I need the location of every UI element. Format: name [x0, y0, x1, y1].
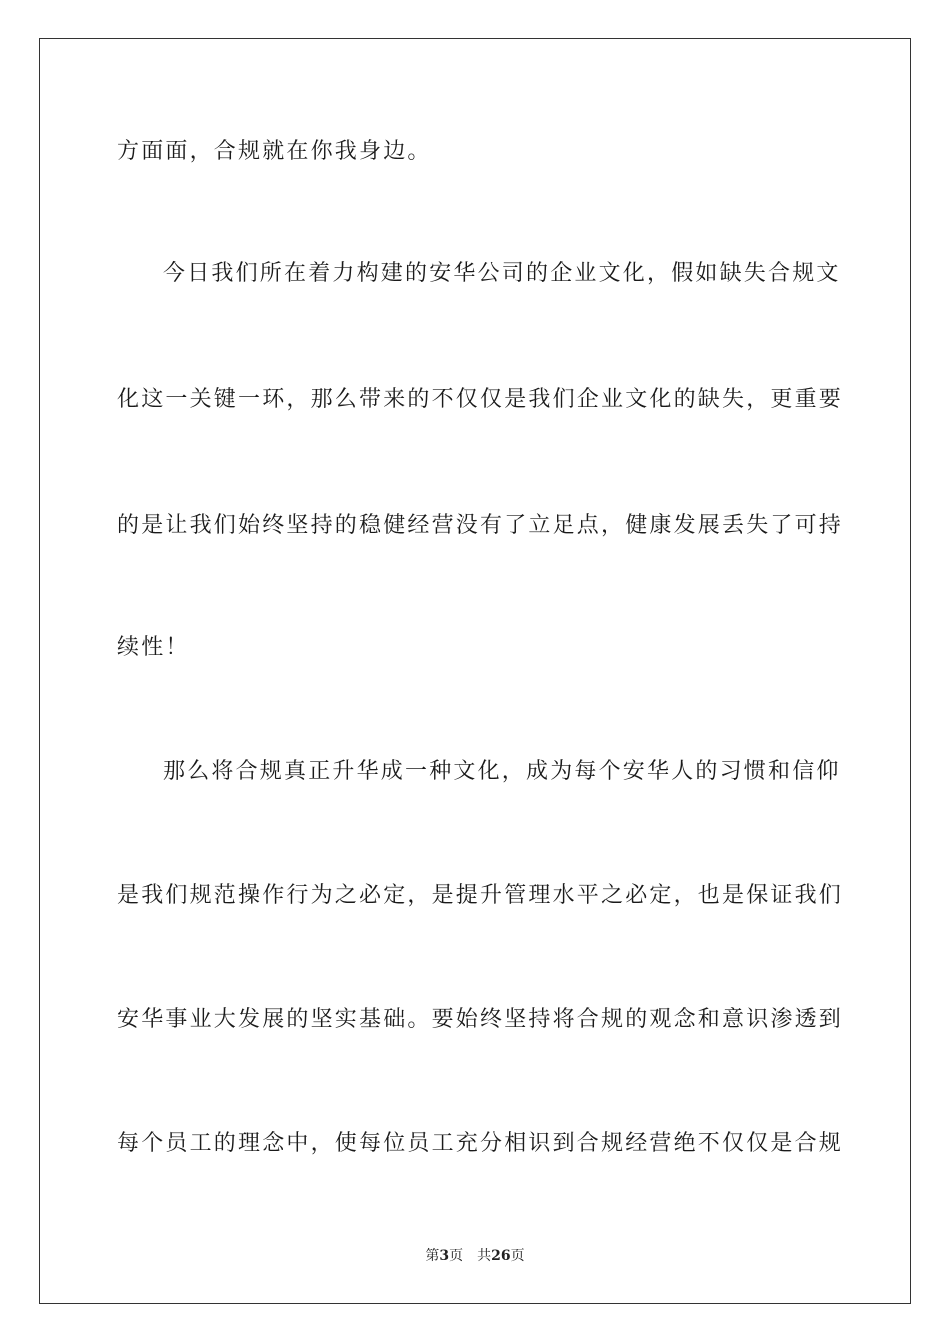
page-border [39, 38, 911, 1304]
page-footer [0, 1246, 950, 1266]
text-line-8: 安华事业大发展的坚实基础。要始终坚持将合规的观念和意识渗透到 [117, 1007, 844, 1032]
text-line-5: 续性！ [117, 635, 190, 660]
text-line-9: 每个员工的理念中，使每位员工充分相识到合规经营绝不仅仅是合规 [117, 1131, 844, 1156]
text-line-2: 今日我们所在着力构建的安华公司的企业文化，假如缺失合规文 [163, 261, 841, 286]
text-line-3: 化这一关键一环，那么带来的不仅仅是我们企业文化的缺失，更重要 [117, 387, 844, 412]
footer-page-number: 3 [439, 1248, 450, 1264]
text-line-4: 的是让我们始终坚持的稳健经营没有了立足点，健康发展丢失了可持 [117, 513, 844, 538]
text-line-6: 那么将合规真正升华成一种文化，成为每个安华人的习惯和信仰 [163, 759, 841, 784]
footer-total-pages: 26 [491, 1248, 511, 1264]
text-line-7: 是我们规范操作行为之必定，是提升管理水平之必定，也是保证我们 [117, 883, 844, 908]
footer-page-prefix: 第 [425, 1248, 440, 1264]
text-line-1: 方面面，合规就在你我身边。 [117, 139, 432, 164]
footer-total-prefix: 共 [477, 1248, 492, 1264]
footer-page-suffix: 页 [449, 1248, 464, 1264]
footer-total-suffix: 页 [510, 1248, 525, 1264]
